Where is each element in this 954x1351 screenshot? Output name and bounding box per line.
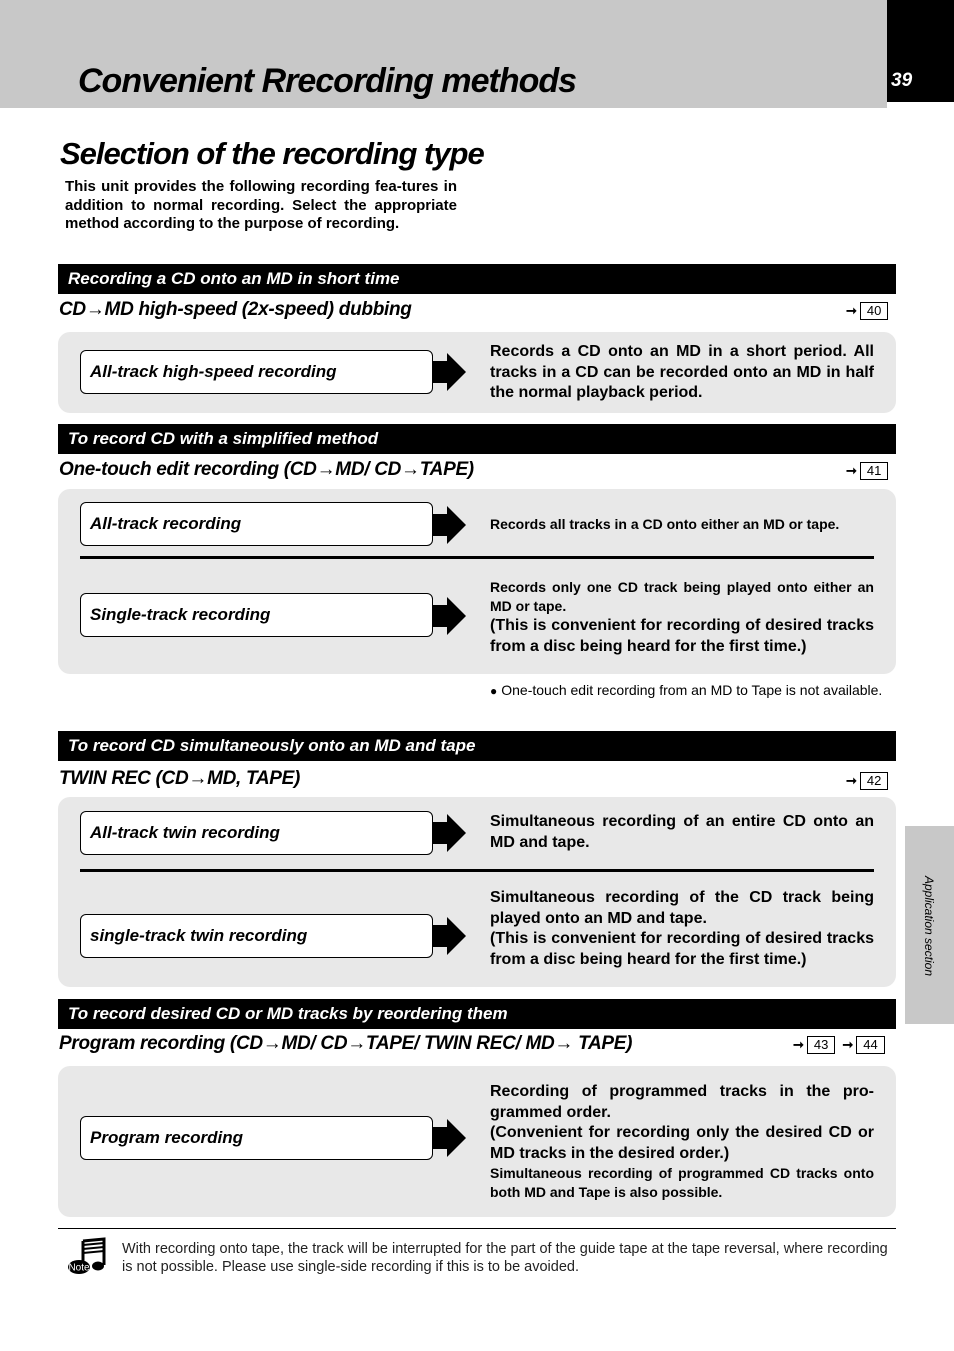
desc-program-note: (Convenient for recording only the desired CD or MD tracks in the desired order.) xyxy=(490,1124,874,1162)
footer-rule xyxy=(58,1228,896,1229)
desc-single-track xyxy=(490,578,874,657)
intro-text: This unit provides the following recording fea-tures in addition to normal recording. Select the appropriate method according to the purpose of recording. xyxy=(65,178,457,232)
subhead-twin-rec: TWIN REC (CD→MD, TAPE) xyxy=(59,768,301,789)
ref-page[interactable]: 43 xyxy=(807,1036,835,1054)
ref-arrow-icon: ➞ xyxy=(846,463,857,478)
ref-arrow-icon: ➞ xyxy=(846,303,857,318)
bullet-note-text: One-touch edit recording from an MD to Tape is not available. xyxy=(501,682,883,698)
arrow-right-icon xyxy=(433,1119,466,1157)
arrow-right-icon xyxy=(433,814,466,852)
desc-high-speed: Records a CD onto an MD in a short period. All tracks in a CD can be recorded onto an MD in half the normal playback period. xyxy=(490,343,874,401)
note-music-icon xyxy=(66,1237,106,1277)
arrow-right-icon xyxy=(433,506,466,544)
ref-arrow-icon: ➞ xyxy=(793,1037,804,1052)
group-bar-simplified: To record CD with a simplified method xyxy=(58,424,896,454)
desc-single-track-twin-main: Simultaneous recording of the CD track being played onto an MD and tape. xyxy=(490,889,874,927)
arrow-right-icon xyxy=(433,917,466,955)
divider xyxy=(80,556,874,559)
footer-note-text: With recording onto tape, the track will be interrupted for the part of the guide tape at the tape reversal, where recording is not possible. Please use single-side recording if this is to be avoided. xyxy=(122,1241,888,1275)
ref-page[interactable]: 44 xyxy=(856,1036,884,1054)
option-all-track-twin[interactable]: All-track twin recording xyxy=(80,811,433,855)
desc-program xyxy=(490,1082,874,1202)
section-title: Selection of the recording type xyxy=(60,136,484,171)
desc-all-track: Records all tracks in a CD onto either an MD or tape. xyxy=(490,516,840,532)
desc-all-track-twin: Simultaneous recording of an entire CD onto an MD and tape. xyxy=(490,813,874,851)
ref-page[interactable]: 42 xyxy=(860,772,888,790)
option-all-track-high-speed[interactable]: All-track high-speed recording xyxy=(80,350,433,394)
divider xyxy=(80,869,874,872)
desc-single-track-main: Records only one CD track being played onto either an MD or tape. xyxy=(490,579,874,614)
side-tab-label: Application section xyxy=(922,875,936,977)
desc-program-extra: Simultaneous recording of programmed CD tracks onto both MD and Tape is also possible. xyxy=(490,1165,874,1200)
desc-single-track-twin-note: (This is convenient for recording of desired tracks from a disc being heard for the first time.) xyxy=(490,930,874,968)
arrow-right-icon xyxy=(433,353,466,391)
ref-arrow-icon: ➞ xyxy=(846,773,857,788)
subhead-one-touch: One-touch edit recording (CD→MD/ CD→TAPE) xyxy=(59,459,474,480)
group-bar-twin: To record CD simultaneously onto an MD and tape xyxy=(58,731,896,761)
page-ref xyxy=(793,1036,885,1054)
desc-single-track-note: (This is convenient for recording of desired tracks from a disc being heard for the first time.) xyxy=(490,617,874,655)
option-program-recording[interactable]: Program recording xyxy=(80,1116,433,1160)
page-number: 39 xyxy=(891,70,913,91)
ref-page[interactable]: 40 xyxy=(860,302,888,320)
desc-single-track-twin xyxy=(490,888,874,970)
option-single-track-recording[interactable]: Single-track recording xyxy=(80,593,433,637)
group-bar-high-speed: Recording a CD onto an MD in short time xyxy=(58,264,896,294)
note-icon-label: Note xyxy=(68,1262,90,1274)
ref-arrow-icon: ➞ xyxy=(842,1037,854,1052)
page-title: Convenient Rrecording methods xyxy=(78,62,577,100)
subhead-program-recording: Program recording (CD→MD/ CD→TAPE/ TWIN REC/ MD→ TAPE) xyxy=(59,1033,633,1054)
arrow-right-icon xyxy=(433,597,466,635)
option-single-track-twin[interactable]: single-track twin recording xyxy=(80,914,433,958)
bullet-note xyxy=(490,681,896,700)
group-bar-program: To record desired CD or MD tracks by reordering them xyxy=(58,999,896,1029)
desc-program-main: Recording of programmed tracks in the pro-grammed order. xyxy=(490,1083,874,1121)
bullet-dot-icon: ● xyxy=(490,684,498,698)
page-ref xyxy=(846,462,888,480)
page-ref xyxy=(846,302,888,320)
ref-page[interactable]: 41 xyxy=(860,462,888,480)
page-ref xyxy=(846,772,888,790)
option-all-track-recording[interactable]: All-track recording xyxy=(80,502,433,546)
subhead-high-speed-dubbing: CD→MD high-speed (2x-speed) dubbing xyxy=(59,299,412,320)
